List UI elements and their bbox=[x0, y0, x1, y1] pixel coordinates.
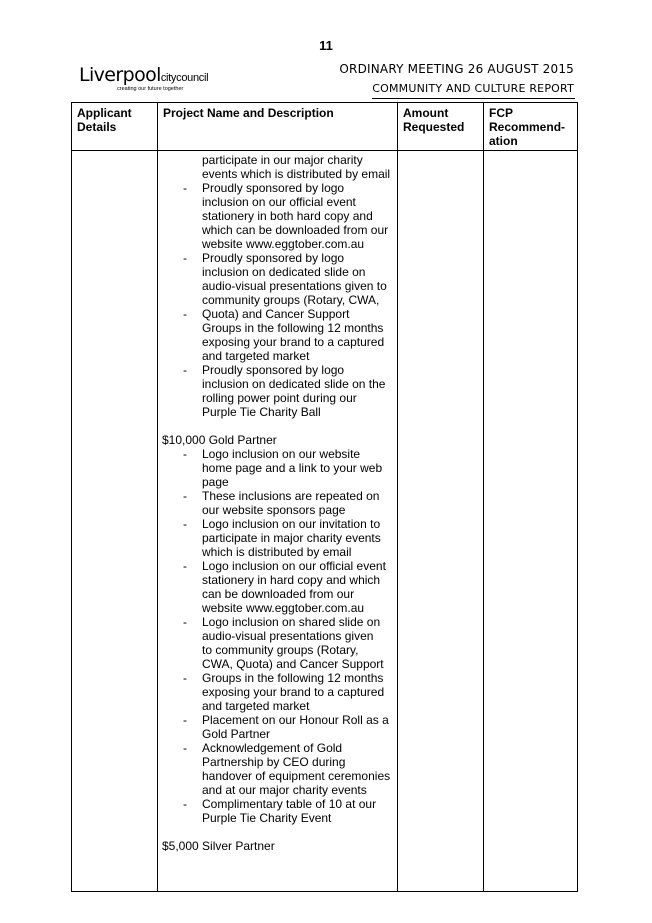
text-line: rolling power point during our bbox=[202, 391, 357, 405]
gold-partner-heading: $10,000 Gold Partner bbox=[162, 433, 277, 447]
text-line: Proudly sponsored by logo bbox=[202, 181, 345, 195]
dash-bullet-icon: - bbox=[183, 671, 187, 685]
text-line: audio-visual presentations given bbox=[202, 629, 374, 643]
bullet-item bbox=[162, 517, 393, 559]
text-line: stationery in both hard copy and bbox=[202, 209, 373, 223]
bullet-item bbox=[162, 307, 393, 363]
bullet-text bbox=[202, 489, 393, 517]
text-line: and targeted market bbox=[202, 699, 310, 713]
bullet-item bbox=[162, 251, 393, 307]
col-header-amount: Amount Requested bbox=[398, 103, 484, 151]
silver-partner-heading: $5,000 Silver Partner bbox=[162, 839, 275, 853]
dash-bullet-icon: - bbox=[183, 307, 187, 321]
bullet-text bbox=[202, 363, 393, 419]
dash-bullet-icon: - bbox=[183, 559, 187, 573]
logo-main-text: Liverpool bbox=[79, 64, 161, 86]
col-header-project: Project Name and Description bbox=[158, 103, 398, 151]
text-line: Groups in the following 12 months bbox=[202, 671, 384, 685]
bullet-text bbox=[202, 615, 393, 671]
text-line: community groups (Rotary, CWA, bbox=[202, 293, 380, 307]
bullet-text bbox=[202, 181, 393, 251]
text-line: Partnership by CEO during bbox=[202, 755, 346, 769]
logo-tagline: creating our future together bbox=[117, 86, 184, 92]
header-divider bbox=[372, 98, 575, 99]
applicant-cell bbox=[72, 151, 158, 892]
text-line: Logo inclusion on our invitation to bbox=[202, 517, 381, 531]
text-line: to community groups (Rotary, bbox=[202, 643, 359, 657]
project-description bbox=[158, 151, 397, 853]
bullet-item bbox=[162, 713, 393, 741]
text-line: events which is distributed by email bbox=[202, 167, 391, 181]
text-line: Logo inclusion on our official event bbox=[202, 559, 386, 573]
bullet-item bbox=[162, 181, 393, 251]
dash-bullet-icon: - bbox=[183, 517, 187, 531]
grant-table bbox=[71, 102, 578, 892]
dash-bullet-icon: - bbox=[183, 447, 187, 461]
dash-bullet-icon: - bbox=[183, 489, 187, 503]
bullet-text bbox=[202, 307, 393, 363]
text-line: Proudly sponsored by logo bbox=[202, 363, 345, 377]
text-line: Gold Partner bbox=[202, 727, 271, 741]
text-line: website www.eggtober.com.au bbox=[202, 237, 365, 251]
bullet-item bbox=[162, 447, 393, 489]
text-line: Logo inclusion on our website bbox=[202, 447, 361, 461]
gold-partner-benefits-list bbox=[162, 447, 393, 825]
text-line: Logo inclusion on shared slide on bbox=[202, 615, 381, 629]
dash-bullet-icon: - bbox=[183, 251, 187, 265]
text-line: inclusion on dedicated slide on the bbox=[202, 377, 386, 391]
text-line: Acknowledgement of Gold bbox=[202, 741, 343, 755]
text-line: Complimentary table of 10 at our bbox=[202, 797, 377, 811]
text-line: participate in our major charity bbox=[202, 153, 363, 167]
bullet-item bbox=[162, 559, 393, 615]
text-line: and at our major charity events bbox=[202, 783, 367, 797]
text-line: inclusion on dedicated slide on bbox=[202, 265, 366, 279]
dash-bullet-icon: - bbox=[183, 181, 187, 195]
report-title: COMMUNITY AND CULTURE REPORT bbox=[372, 82, 574, 95]
dash-bullet-icon: - bbox=[183, 741, 187, 755]
bullet-text bbox=[202, 517, 393, 559]
text-line: Quota) and Cancer Support bbox=[202, 307, 350, 321]
text-line: Groups in the following 12 months bbox=[202, 321, 384, 335]
text-line: our website sponsors page bbox=[202, 503, 346, 517]
council-logo bbox=[79, 64, 209, 92]
amount-cell bbox=[398, 151, 484, 892]
dash-bullet-icon: - bbox=[183, 797, 187, 811]
bullet-text bbox=[202, 559, 393, 615]
bullet-text bbox=[202, 741, 393, 797]
text-line: participate in major charity events bbox=[202, 531, 381, 545]
text-line: website www.eggtober.com.au bbox=[202, 601, 365, 615]
continued-text bbox=[162, 153, 393, 181]
text-line: Proudly sponsored by logo bbox=[202, 251, 345, 265]
col-header-recommendation: FCP Recommend-ation bbox=[484, 103, 578, 151]
table-row bbox=[72, 151, 578, 892]
text-line: Purple Tie Charity Ball bbox=[202, 405, 321, 419]
text-line: stationery in hard copy and which bbox=[202, 573, 381, 587]
text-line: Purple Tie Charity Event bbox=[202, 811, 332, 825]
table-header-row bbox=[72, 103, 578, 151]
bullet-text bbox=[202, 251, 393, 307]
text-line: can be downloaded from our bbox=[202, 587, 355, 601]
dash-bullet-icon: - bbox=[183, 615, 187, 629]
sponsorship-benefits-list bbox=[162, 181, 393, 419]
page-number: 11 bbox=[319, 38, 333, 53]
dash-bullet-icon: - bbox=[183, 713, 187, 727]
text-line: page bbox=[202, 475, 229, 489]
bullet-text bbox=[202, 447, 393, 489]
text-line: home page and a link to your web bbox=[202, 461, 383, 475]
bullet-text bbox=[202, 713, 393, 741]
dash-bullet-icon: - bbox=[183, 363, 187, 377]
text-line: exposing your brand to a captured bbox=[202, 685, 385, 699]
text-line: handover of equipment ceremonies bbox=[202, 769, 391, 783]
bullet-item bbox=[162, 671, 393, 713]
bullet-item bbox=[162, 615, 393, 671]
bullet-item bbox=[162, 363, 393, 419]
text-line: exposing your brand to a captured bbox=[202, 335, 385, 349]
text-line: These inclusions are repeated on bbox=[202, 489, 380, 503]
bullet-item bbox=[162, 797, 393, 825]
text-line: which can be downloaded from our bbox=[202, 223, 389, 237]
text-line: CWA, Quota) and Cancer Support bbox=[202, 657, 384, 671]
bullet-item bbox=[162, 741, 393, 797]
text-line: inclusion on our official event bbox=[202, 195, 356, 209]
bullet-text bbox=[202, 671, 393, 713]
col-header-applicant: Applicant Details bbox=[72, 103, 158, 151]
recommendation-cell bbox=[484, 151, 578, 892]
bullet-text bbox=[202, 797, 393, 825]
text-line: Placement on our Honour Roll as a bbox=[202, 713, 389, 727]
meeting-title: ORDINARY MEETING 26 AUGUST 2015 bbox=[339, 62, 574, 76]
text-line: and targeted market bbox=[202, 349, 310, 363]
bullet-item bbox=[162, 489, 393, 517]
text-line: audio-visual presentations given to bbox=[202, 279, 387, 293]
text-line: which is distributed by email bbox=[202, 545, 352, 559]
description-cell bbox=[158, 151, 398, 892]
logo-city-text: citycouncil bbox=[160, 72, 209, 84]
